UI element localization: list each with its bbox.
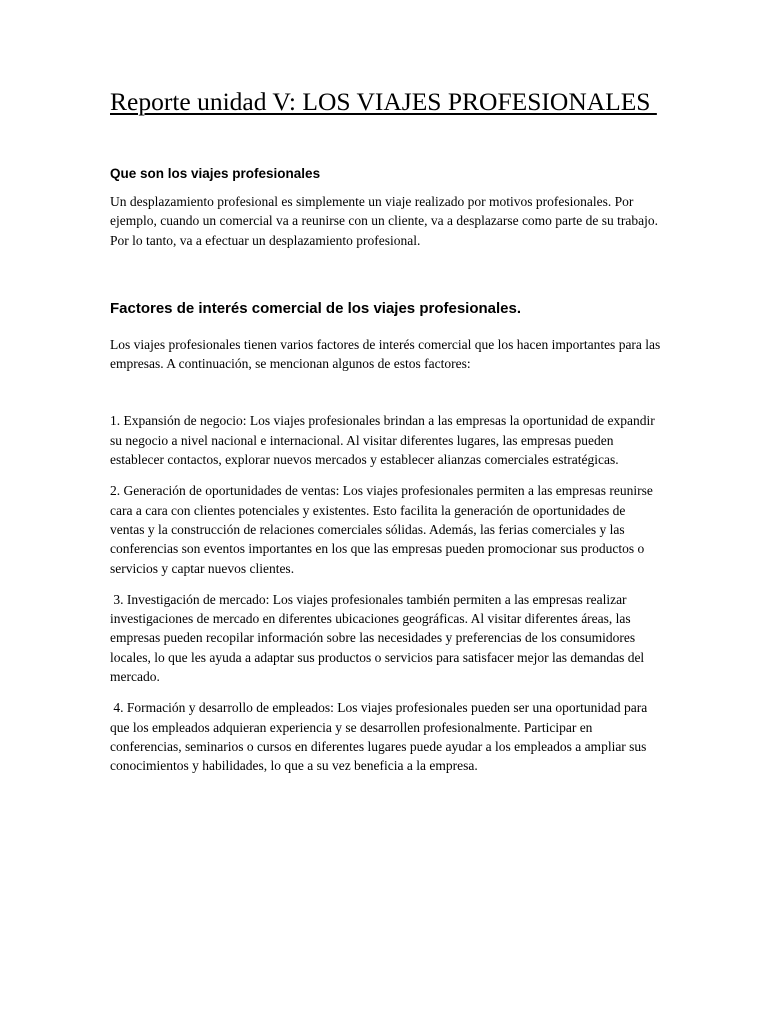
section-heading-que-son: Que son los viajes profesionales xyxy=(110,166,321,181)
factor-item-investigacion: 3. Investigación de mercado: Los viajes profesionales también permiten a las empresas realizar investigaciones de mercado en diferentes ubicaciones geográficas. Al visitar diferentes áreas, las empresas pueden recopilar información sobre las necesidades y preferencias de los consumidores locales, lo que les ayuda a adaptar sus productos o servicios para satisfacer mejor las demandas del mercado. xyxy=(110,591,648,685)
section-heading-factores: Factores de interés comercial de los viajes profesionales. xyxy=(110,299,522,317)
factor-item-ventas: 2. Generación de oportunidades de ventas: Los viajes profesionales permiten a las empresas reunirse cara a cara con clientes potenciales y existentes. Esto facilita la generación de oportunidades de ventas y la construcción de relaciones comerciales sólidas. Además, las ferias comerciales y las conferencias son eventos importantes en los que las empresas pueden promocionar sus productos o servicios y captar nuevos clientes. xyxy=(110,483,657,576)
document-title: Reporte unidad V: LOS VIAJES PROFESIONALES xyxy=(110,87,657,116)
document-page xyxy=(110,86,662,776)
factor-item-expansion: 1. Expansión de negocio: Los viajes profesionales brindan a las empresas la oportunidad de expandir su negocio a nivel nacional e internacional. Al visitar diferentes lugares, las empresas pueden establecer contactos, explorar nuevos mercados y establecer alianzas comerciales estratégicas. xyxy=(110,413,659,468)
factor-item-formacion: 4. Formación y desarrollo de empleados: Los viajes profesionales pueden ser una oportunidad para que los empleados adquieran experiencia y se desarrollen profesionalmente. Participar en conferencias, seminarios o cursos en diferentes lugares puede ayudar a los empleados a ampliar sus conocimientos y habilidades, lo que a su vez beneficia a la empresa. xyxy=(110,700,651,774)
section-intro-factores: Los viajes profesionales tienen varios factores de interés comercial que los hacen importantes para las empresas. A continuación, se mencionan algunos de estos factores: xyxy=(110,336,664,372)
section-body-que-son: Un desplazamiento profesional es simplemente un viaje realizado por motivos profesionales. Por ejemplo, cuando un comercial va a reunirse con un cliente, va a desplazarse como parte de su trabajo. Por lo tanto, va a efectuar un desplazamiento profesional. xyxy=(110,194,662,248)
